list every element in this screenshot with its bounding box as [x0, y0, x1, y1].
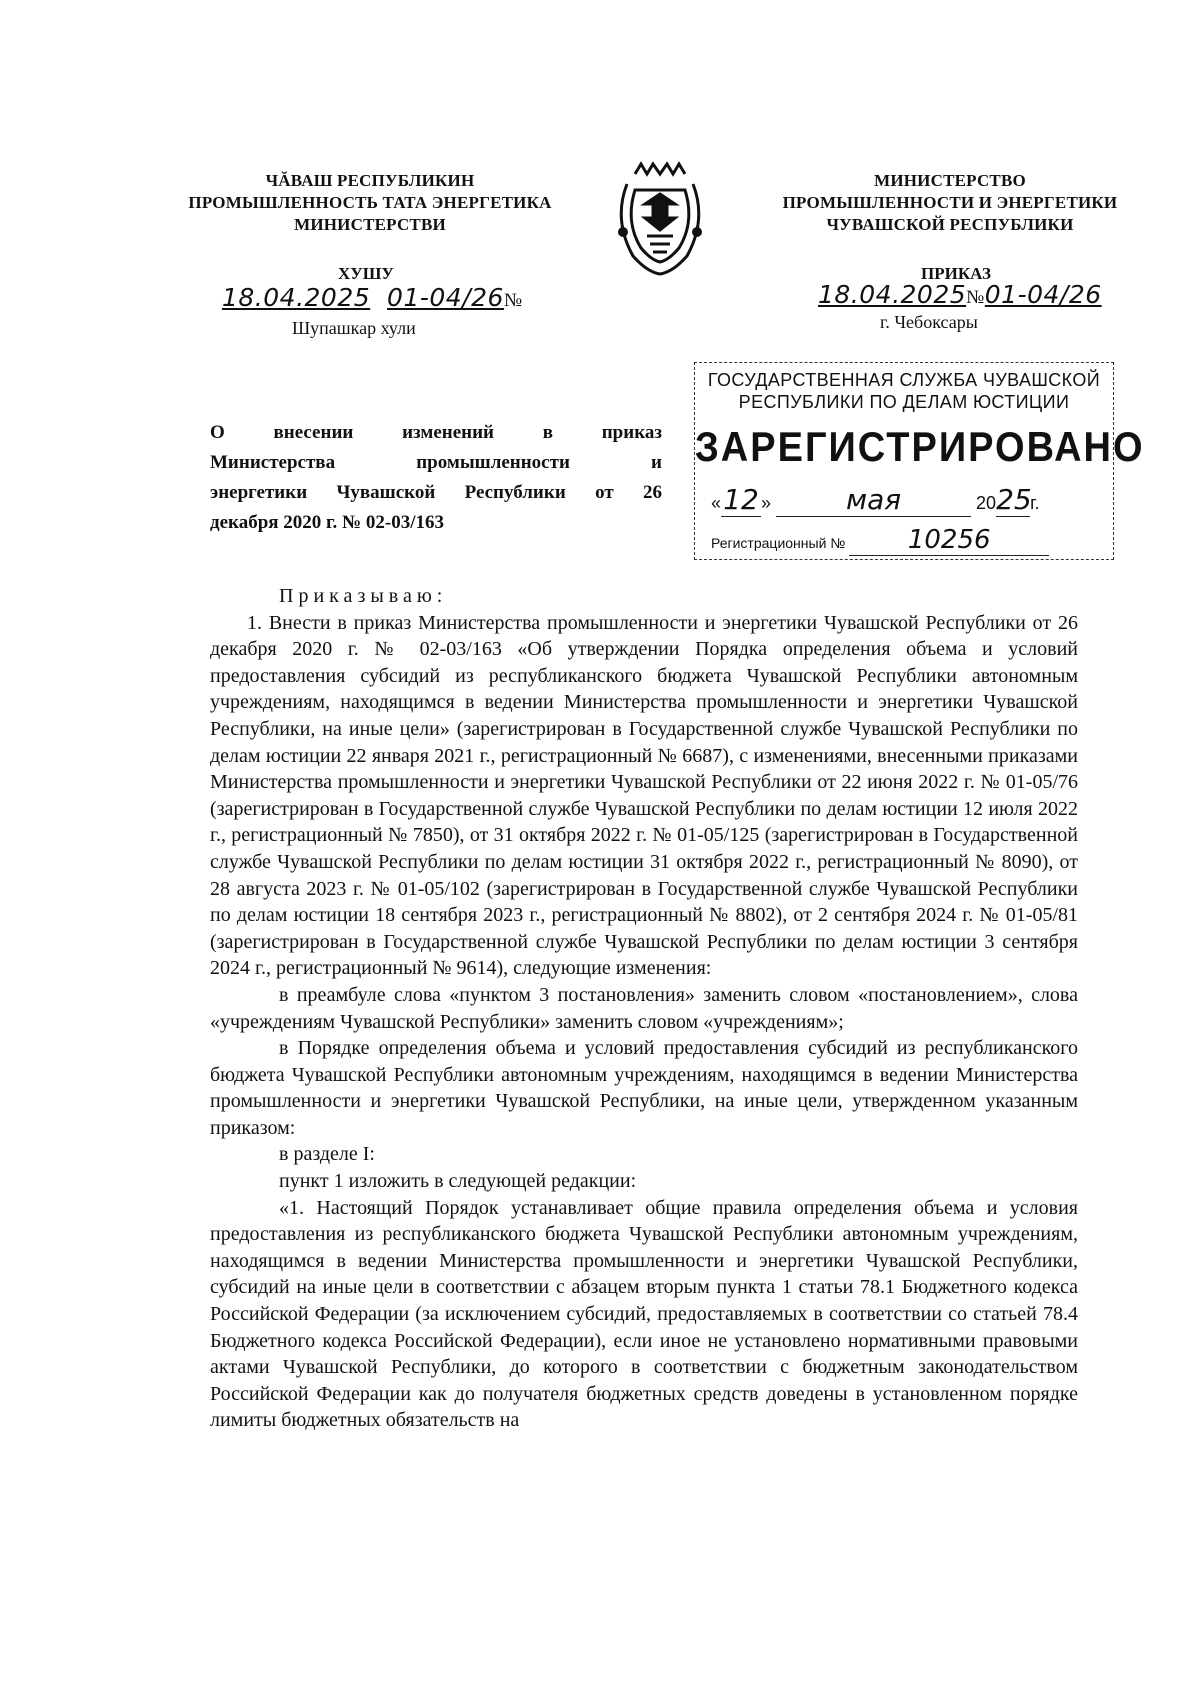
- order-number-left: 01-04/26: [387, 283, 504, 312]
- order-date-left: 18.04.2025: [222, 283, 371, 312]
- order-date-number-left: [222, 283, 523, 312]
- order-word-russian: ПРИКАЗ: [921, 264, 991, 283]
- paragraph-6: «1. Настоящий Порядок устанавливает общие правила определения объема и условия предоставления из республиканского бюджета Чувашской Республики автономным учреждениям, находящимся в ведении Министерства промышленности и энергетики Чувашской Республики, субсидий на иные цели в соответствии с абзацем вторым пункта 1 статьи 78.1 Бюджетного кодекса Российской Федерации (за исключением субсидий, предоставляемых в соответствии со статьей 78.4 Бюджетного кодекса Российской Федерации), если иное не установлено нормативными правовыми актами Чувашской Республики, до которого в соответствии с бюджетным законодательством Российской Федерации как до получателя бюджетных средств доведены в установленном порядке лимиты бюджетных обязательств на: [210, 1196, 1078, 1432]
- subject-line: декабря 2020 г. № 02-03/163: [210, 512, 444, 533]
- paragraph-5: пункт 1 изложить в следующей редакции:: [279, 1170, 637, 1193]
- header-left-line3: МИНИСТЕРСТВИ: [294, 215, 446, 234]
- stamp-year-prefix: 20: [976, 493, 997, 513]
- header-left-line2: ПРОМЫШЛЕННОСТЬ ТАТА ЭНЕРГЕТИКА: [188, 193, 552, 212]
- stamp-day: 12: [721, 483, 761, 517]
- subject-line: энергетики Чувашской Республики от 26: [210, 482, 662, 503]
- no-sign-right: №: [966, 287, 985, 308]
- stamp-registration: [711, 525, 1106, 556]
- prikazyvayu: Приказываю:: [279, 585, 448, 607]
- paragraph-2: в преамбуле слова «пунктом 3 постановления» заменить словом «постановлением», слова «учреждениям Чувашской Республики» заменить словом «учреждениям»;: [210, 983, 1078, 1033]
- stamp-month: мая: [776, 483, 971, 517]
- stamp-reg-number: 10256: [849, 525, 1049, 556]
- header-right-line3: ЧУВАШСКОЙ РЕСПУБЛИКИ: [826, 215, 1074, 234]
- stamp-year-suffix: г.: [1030, 493, 1040, 513]
- coat-of-arms-icon: [605, 160, 715, 280]
- order-date-number-right: [818, 280, 1102, 309]
- order-word-chuvash: ХУШУ: [338, 264, 394, 283]
- city-russian: г. Чебоксары: [880, 312, 978, 332]
- no-sign-left: №: [503, 290, 523, 311]
- stamp-reg-label: Регистрационный №: [711, 535, 846, 551]
- registration-stamp: [694, 362, 1145, 560]
- order-date-right: 18.04.2025: [818, 280, 967, 309]
- subject-line: О внесении изменений в приказ: [210, 422, 662, 443]
- stamp-head-line2: РЕСПУБЛИКИ ПО ДЕЛАМ ЮСТИЦИИ: [738, 392, 1070, 412]
- paragraph-4: в разделе I:: [279, 1143, 375, 1166]
- header-left-line1: ЧĂВАШ РЕСПУБЛИКИН: [265, 171, 475, 190]
- document-subject: [210, 418, 662, 538]
- subject-line: Министерства промышленности и: [210, 452, 662, 473]
- city-chuvash: Шупашкар хули: [292, 318, 416, 338]
- paragraph-3: в Порядке определения объема и условий предоставления субсидий из республиканского бюджета Чувашской Республики автономным учреждениям, находящимся в ведении Министерства промышленности и энергетики Чувашской Республики, на иные цели, утвержденном указанным приказом:: [210, 1037, 1078, 1139]
- stamp-head-line1: ГОСУДАРСТВЕННАЯ СЛУЖБА ЧУВАШСКОЙ: [707, 370, 1101, 390]
- header-right-line2: ПРОМЫШЛЕННОСТИ И ЭНЕРГЕТИКИ: [782, 193, 1118, 212]
- order-number-right: 01-04/26: [984, 280, 1102, 309]
- stamp-date: «12 » мая 2025г.: [711, 483, 1040, 516]
- header-left: [150, 170, 590, 236]
- header-right: [760, 170, 1140, 236]
- stamp-title: ЗАРЕГИСТРИРОВАНО: [695, 424, 1145, 472]
- header-right-line1: МИНИСТЕРСТВО: [874, 171, 1026, 190]
- paragraph-1: 1. Внести в приказ Министерства промышленности и энергетики Чувашской Республики от 26 декабря 2020 г. № 02-03/163 «Об утверждении Порядка определения объема и условий предоставления субсидий из республиканского бюджета Чувашской Республики автономным учреждениям, находящимся в ведении Министерства промышленности и энергетики Чувашской Республики, на иные цели» (зарегистрирован в Государственной службе Чувашской Республики по делам юстиции 22 января 2021 г., регистрационный № 6687), с изменениями, внесенными приказами Министерства промышленности и энергетики Чувашской Республики от 22 июня 2022 г. № 01-05/76 (зарегистрирован в Государственной службе Чувашской Республики по делам юстиции 12 июля 2022 г., регистрационный № 7850), от 31 октября 2022 г. № 01-05/125 (зарегистрирован в Государственной службе Чувашской Республики по делам юстиции 31 октября 2022 г., регистрационный № 8090), от 28 августа 2023 г. № 01-05/102 (зарегистрирован в Государственной службе Чувашской Республики по делам юстиции 18 сентября 2023 г., регистрационный № 8802), от 2 сентября 2024 г. № 01-05/81 (зарегистрирован в Государственной службе Чувашской Республики по делам юстиции 3 сентября 2024 г., регистрационный № 9614), следующие изменения:: [210, 611, 1078, 980]
- document-body: [210, 583, 1078, 1434]
- stamp-year: 25: [996, 483, 1032, 516]
- stamp-header: [695, 369, 1113, 413]
